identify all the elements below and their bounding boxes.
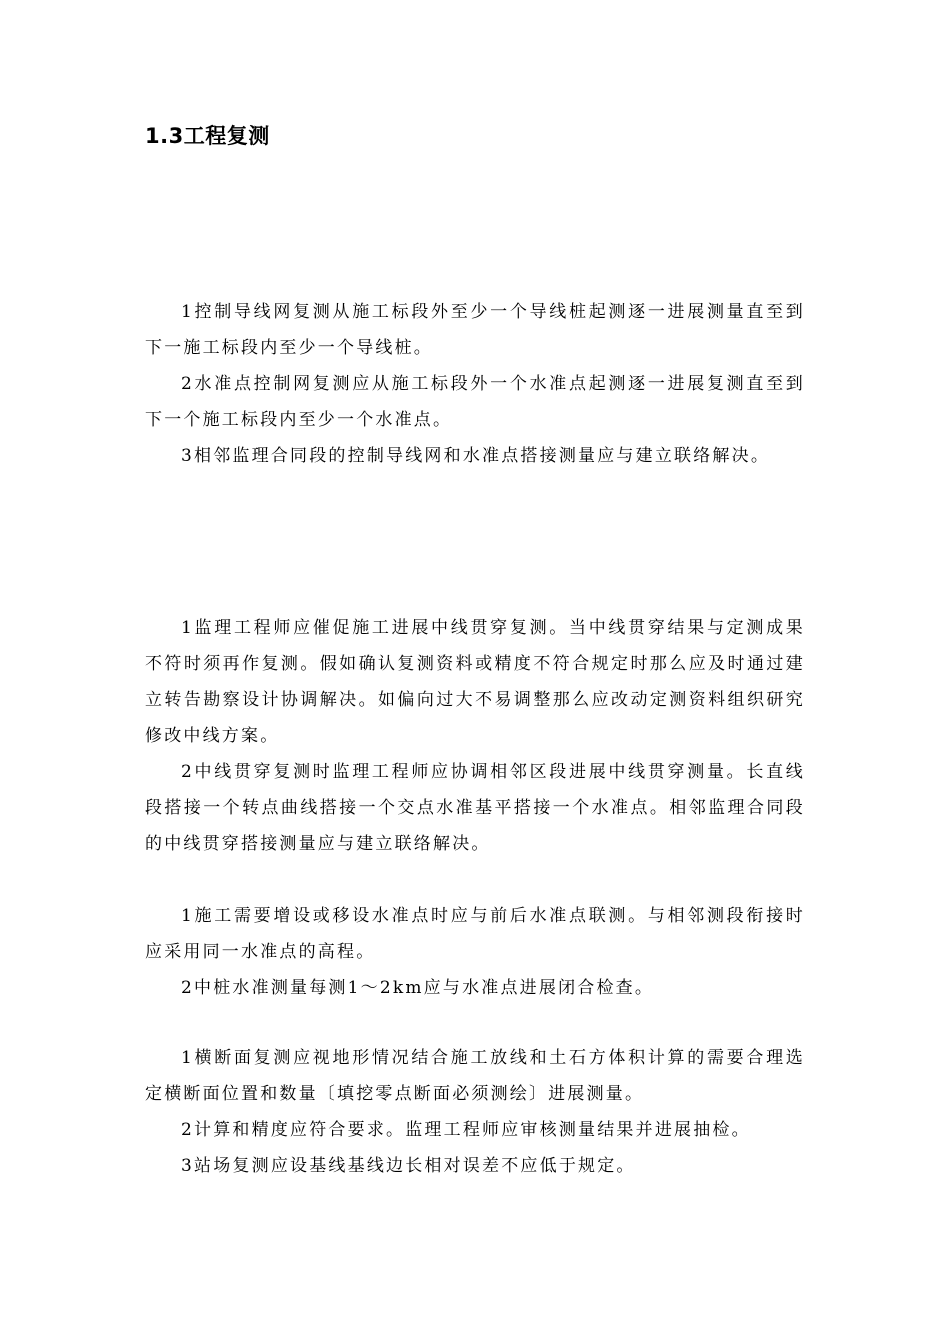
section-control-network — [145, 294, 805, 474]
section-benchmark-leveling — [145, 898, 805, 1006]
paragraph: 2中桩水准测量每测1～2km应与水准点进展闭合检查。 — [181, 978, 655, 998]
paragraph: 1监理工程师应催促施工进展中线贯穿复测。当中线贯穿结果与定测成果不符时须再作复测。假如确认复测资料或精度不符合规定时那么应及时通过建立转告勘察设计协调解决。如偏向过大不易调整那么应改动定测资料组织研究修改中线方案。 — [145, 618, 805, 746]
paragraph: 3站场复测应设基线基线边长相对误差不应低于规定。 — [181, 1156, 636, 1176]
section-cross-section — [145, 1040, 805, 1184]
paragraph: 1施工需要增设或移设水准点时应与前后水准点联测。与相邻测段衔接时应采用同一水准点的高程。 — [145, 906, 805, 962]
paragraph: 2水准点控制网复测应从施工标段外一个水准点起测逐一进展复测直至到下一个施工标段内至少一个水准点。 — [145, 374, 805, 430]
paragraph: 1横断面复测应视地形情况结合施工放线和土石方体积计算的需要合理选定横断面位置和数量〔填挖零点断面必须测绘〕进展测量。 — [145, 1048, 805, 1104]
paragraph: 2中线贯穿复测时监理工程师应协调相邻区段进展中线贯穿测量。长直线段搭接一个转点曲线搭接一个交点水准基平搭接一个水准点。相邻监理合同段的中线贯穿搭接测量应与建立联络解决。 — [145, 762, 805, 854]
section-heading: 1.3工程复测 — [145, 124, 270, 148]
paragraph: 3相邻监理合同段的控制导线网和水准点搭接测量应与建立联络解决。 — [181, 446, 771, 466]
paragraph: 2计算和精度应符合要求。监理工程师应审核测量结果并进展抽检。 — [181, 1120, 751, 1140]
paragraph: 1控制导线网复测从施工标段外至少一个导线桩起测逐一进展测量直至到下一施工标段内至少一个导线桩。 — [145, 302, 805, 358]
section-centerline-survey — [145, 610, 805, 862]
